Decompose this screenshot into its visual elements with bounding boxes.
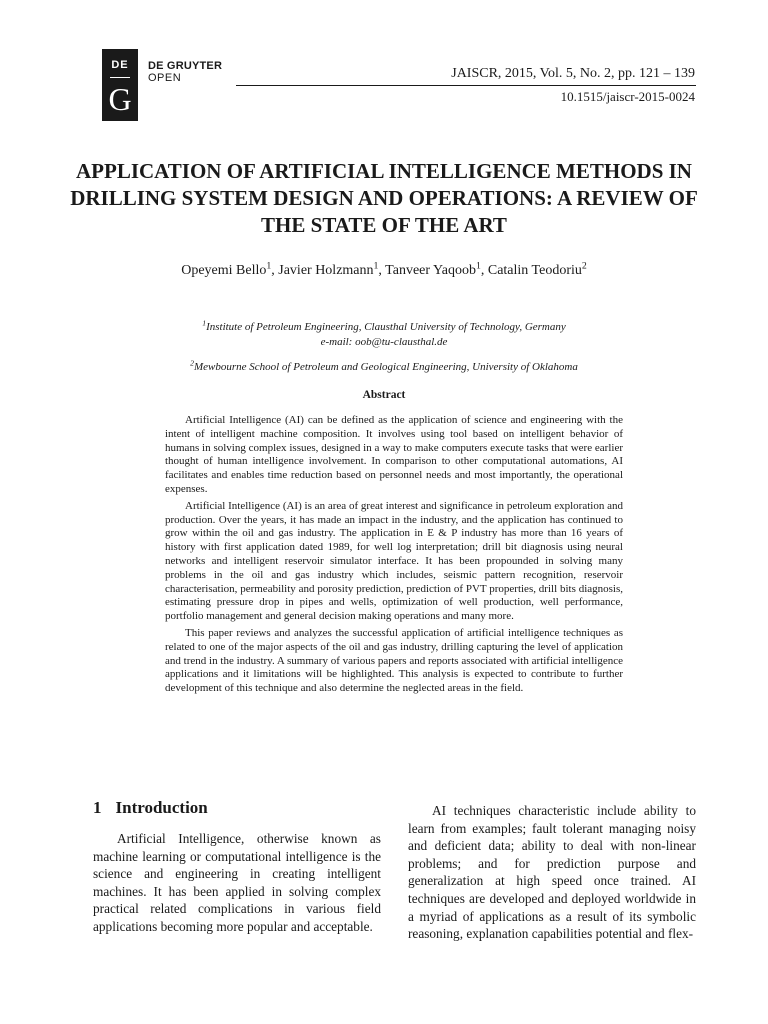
- logo-bottom-text: G: [108, 81, 132, 117]
- author-affiliation-mark: 1: [475, 260, 481, 272]
- affiliation-2: [70, 360, 698, 375]
- abstract-paragraph: This paper reviews and analyzes the successful application of artificial intelligence techniques as related to one of the major aspects of the oil and gas industry, drilling capturing the level of application and trend in the industry. A summary of various papers and reports associated with artificial intelligence applications and it limitations will be highlighted. This analysis is expected to contribute to further development of this technique and also determine the neglected areas in the field.: [165, 626, 623, 695]
- affiliation-1: [70, 320, 698, 350]
- publisher-name-line1: DE GRUYTER: [148, 60, 223, 72]
- publisher-name-line2: OPEN: [148, 72, 182, 84]
- publisher-name: [148, 60, 222, 84]
- paper-title: APPLICATION OF ARTIFICIAL INTELLIGENCE METHODS IN DRILLING SYSTEM DESIGN AND OPERATIONS: A REVIEW OF THE STATE OF THE ART: [70, 159, 698, 237]
- logo-divider: [110, 77, 130, 78]
- journal-reference: JAISCR, 2015, Vol. 5, No. 2, pp. 121 – 139: [451, 66, 695, 81]
- affiliation-text: Mewbourne School of Petroleum and Geological Engineering, University of Oklahoma: [193, 361, 578, 373]
- abstract-body: [165, 414, 623, 699]
- author-affiliation-mark: 1: [373, 260, 379, 272]
- author-list: Opeyemi Bello$^1$, Javier Holzmann$^1$, Tanveer Yaqoob$^1$, Catalin Teodoriu$^2$: [181, 260, 587, 278]
- author-name: Catalin Teodoriu: [487, 263, 582, 278]
- body-paragraph: AI techniques characteristic include ability to learn from examples; fault tolerant managing noisy and deficient data; ability to deal with non-linear problems; and for prediction purpose and generalization at high speed once trained. AI techniques are developed and deployed worldwide in a myriad of applications as a result of its symbolic reasoning, explanation capabilities potential and flex-: [408, 803, 696, 942]
- affiliation-number: 2: [190, 358, 194, 368]
- abstract-paragraph: Artificial Intelligence (AI) can be defined as the application of science and engineering with the intent of intelligent machine composition. It involves using tool based on intelligent behavior of humans in solving complex issues, designed in a way to make computers execute tasks that were earlier thought of human intelligence involvement. In comparison to other computational automations, AI facilitates and enables time reduction based on personnel needs and most importantly, the operational expenses.: [165, 414, 623, 495]
- section-heading: [93, 798, 208, 818]
- author-name: Tanveer Yaqoob: [385, 263, 476, 278]
- abstract-paragraph: Artificial Intelligence (AI) is an area of great interest and significance in petroleum exploration and production. Over the years, it has made an impact in the industry, and the application has continued to grow within the oil and gas industry. The application in E & P industry has more than 16 years of history with first application dated 1989, for well log interpretation; drill bit diagnosis using neural networks and intelligent reservoir simulator interface. It has been propounded in solving many problems in the oil and gas industry which includes, seismic pattern recognition, reservoir characterisation, permeability and porosity prediction, prediction of PVT properties, drill bits diagnosis, estimating pressure drop in pipes and wells, optimization of well production, well performance, portfolio management and general decision making operations and many more.: [165, 499, 623, 623]
- publisher-logo: [102, 49, 138, 121]
- affiliation-number: 1: [202, 318, 207, 328]
- header-rule: [236, 85, 696, 86]
- section-title: Introduction: [115, 798, 208, 817]
- author-affiliation-mark: 2: [581, 260, 587, 272]
- abstract-heading: Abstract: [362, 389, 406, 401]
- body-column-left: [93, 830, 381, 936]
- affiliation-text: Institute of Petroleum Engineering, Clausthal University of Technology, Germany: [206, 321, 566, 333]
- affiliation-email: e-mail: oob@tu-clausthal.de: [320, 336, 448, 348]
- author-affiliation-mark: 1: [266, 260, 272, 272]
- doi: 10.1515/jaiscr-2015-0024: [560, 89, 695, 104]
- body-paragraph: Artificial Intelligence, otherwise known as machine learning or computational intelligence is the science and engineering in creating intelligent machines. It has been applied in solving complex practical related complications in various field applications becoming more popular and acceptable.: [93, 831, 381, 934]
- author-name: Javier Holzmann: [278, 263, 374, 278]
- logo-top-text: DE: [111, 59, 129, 71]
- body-column-right: [408, 802, 696, 943]
- author-name: Opeyemi Bello: [181, 263, 267, 278]
- section-number: 1: [93, 798, 102, 817]
